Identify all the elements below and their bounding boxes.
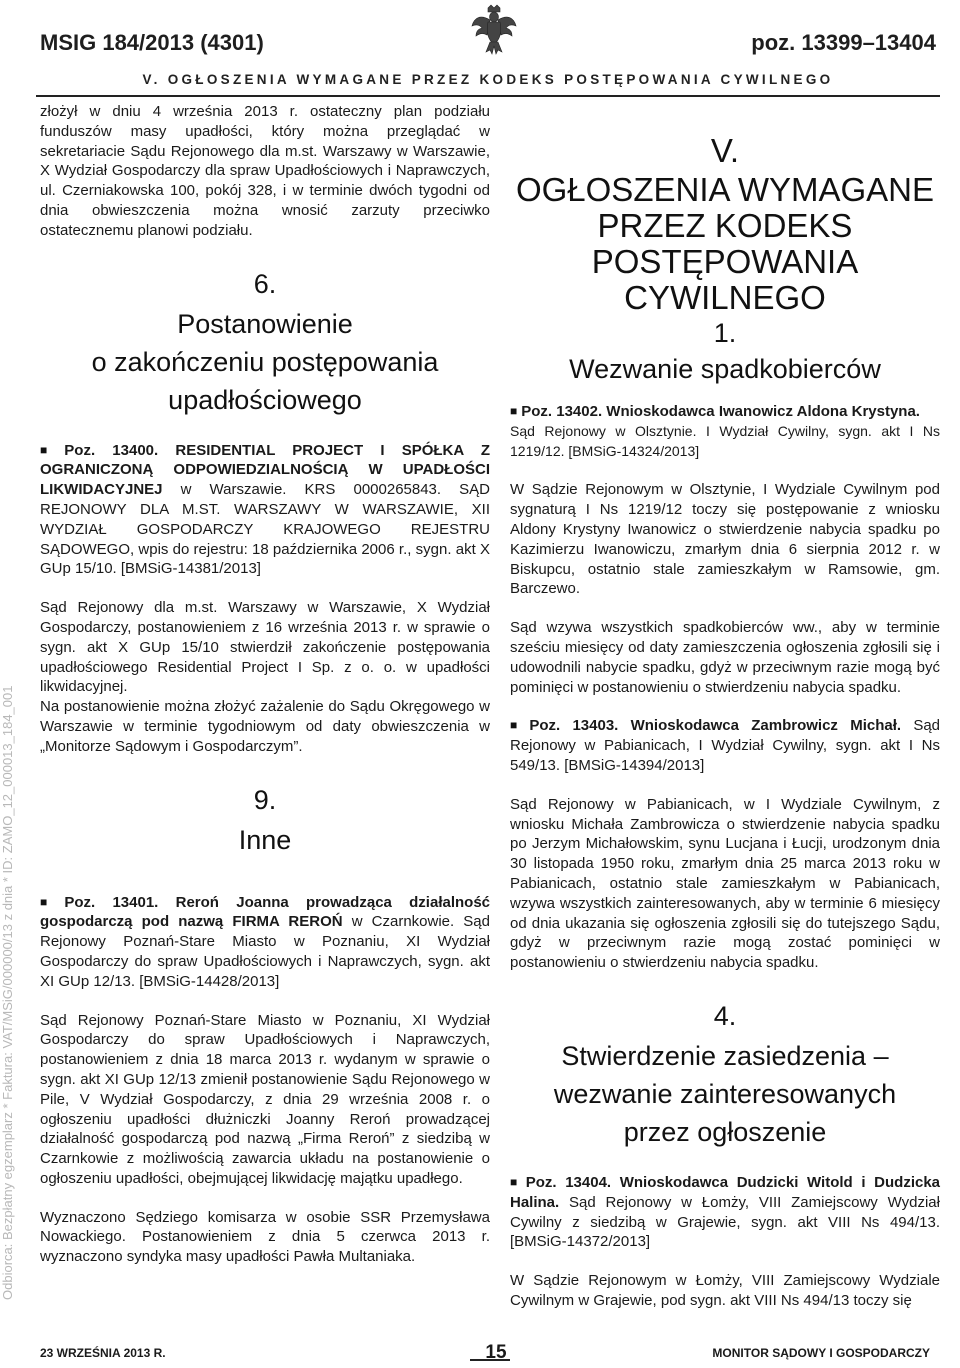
paragraph: W Sądzie Rejonowym w Olsztynie, I Wydziale Cywilnym pod sygnaturą I Ns 1219/12 toczy się postępowanie z wniosku Aldony Krystyny Iwanowicz o stwierdzenie nabycia spadku po Kazimierzu Iwanowiczu, zmarłym dnia 6 sierpnia 2012 r. w Biskupcu, ostatnio stale zamieszkałym w Ramsowie, gm. Barczewo. — [510, 481, 940, 598]
chapter-number: V. — [710, 132, 740, 169]
notice-13404 — [510, 1173, 940, 1252]
paragraph: Sąd Rejonowy dla m.st. Warszawy w Warszawie, X Wydział Gospodarczy, postanowieniem z 16 września 2013 r. w sprawie o sygn. akt X GUp 15/10 stwierdził zakończenie postępowania upadłościowego Residential Project I Sp. z o. o. w upadłości likwidacyjnej. — [40, 599, 490, 696]
notice-details: Sąd Rejonowy w Pabianicach, I Wydział Cywilny, sygn. akt I Ns 549/13. [BMSiG-14394/2013] — [510, 717, 941, 774]
section-1-heading — [510, 316, 940, 388]
notice-13402 — [510, 402, 940, 422]
paragraph: Wyznaczono Sędziego komisarza w osobie SSR Przemysława Nowackiego. Postanowieniem z dnia 5 czerwca 2013 r. wyznaczono syndyka masy upadłości Pawła Multaniaka. — [40, 1208, 490, 1266]
chapter-title-line: PRZEZ KODEKS — [597, 207, 853, 244]
section-6-heading — [40, 267, 490, 419]
chapter-v-heading — [510, 130, 940, 316]
section-title-line: o zakończeniu postępowania — [91, 346, 439, 377]
section-title-line: Wezwanie spadkobierców — [569, 354, 881, 384]
notice-details: Sąd Rejonowy w Łomży, VIII Zamiejscowy Wydział Cywilny z siedzibą w Grajewie, sygn. akt VIII Ns 494/13. [BMSiG-14372/2013] — [510, 1193, 940, 1251]
paragraph: Sąd wzywa wszystkich spadkobierców ww., aby w terminie sześciu miesięcy od daty zamieszczenia ogłoszenia zgłosili się i udowodnili nabycie spadku, gdyż w przeciwnym razie mogą być pominięci w postanowieniu o stwierdzeniu nabycia spadku. — [510, 619, 940, 696]
paragraph: Na postanowienie można złożyć zażalenie do Sądu Okręgowego w Warszawie w terminie tygodniowym od daty obwieszczenia w „Monitorze Sądowym i Gospodarczym”. — [40, 698, 490, 755]
notice-details: w Czarnkowie. Sąd Rejonowy Poznań-Stare Miasto w Poznaniu, XI Wydział Gospodarczy do spraw Upadłościowych i Naprawczych, sygn. akt XI GUp 12/13. [BMSiG-14428/2013] — [40, 913, 490, 990]
section-number: 4. — [713, 1000, 737, 1031]
side-watermark: Odbiorca: Bezpłatny egzemplarz * Faktura: VAT/MSiG/000000/13 z dnia * ID: ZAMO_12_000013_184_001 — [0, 685, 15, 1300]
notice-heading: Poz. 13400. RESIDENTIAL PROJECT I SPÓŁKA Z OGRANICZONĄ ODPOWIEDZIALNOŚCIĄ W UPADŁOŚCI LIKWIDACYJNEJ — [40, 441, 491, 499]
bullet-square-icon: ■ — [510, 1174, 522, 1189]
header-rule — [36, 95, 940, 97]
notice-details: w Warszawie. KRS 0000265843. SĄD REJONOWY DLA M.ST. WARSZAWY W WARSZAWIE, XII WYDZIAŁ GOSPODARCZY KRAJOWEGO REJESTRU SĄDOWEGO, wpis do rejestru: 18 października 2006 r., sygn. akt X GUp 15/10. [BMSiG-14381/2013] — [40, 481, 490, 578]
chapter-title-line: POSTĘPOWANIA CYWILNEGO — [591, 243, 859, 316]
notice-heading: Poz. 13404. Wnioskodawca Dudzicki Witold i Dudzicka Halina. — [510, 1173, 941, 1211]
publication-name: MONITOR SĄDOWY I GOSPODARCZY — [712, 1346, 930, 1360]
notice-heading: Poz. 13402. Wnioskodawca Iwanowicz Aldona Krystyna. — [521, 403, 920, 420]
issue-number: MSIG 184/2013 (4301) — [40, 30, 264, 55]
notice-heading: Poz. 13401. Reroń Joanna prowadząca działalność gospodarczą pod nazwą FIRMA REROŃ — [40, 893, 491, 931]
notice-heading: Poz. 13403. Wnioskodawca Zambrowicz Michał. — [529, 717, 902, 735]
paragraph: Sąd Rejonowy w Pabianicach, w I Wydziale Cywilnym, z wniosku Michała Zambrowicza o stwierdzenie nabycia spadku po Jerzym Michałowskim, synu Lucjana i Łucji, urodzonym dnia 30 listopada 1950 roku, zmarłym dnia 25 marca 2013 roku w Pabianicach, ostatnio stale zamieszkałym w Pabianicach, wzywa wszystkich zainteresowanych, aby w terminie 6 miesięcy od dnia ukazania się ogłoszenia zgłosili się do tutejszego Sądu, gdyż w przeciwnym razie mogą zostać pominięci w postanowieniu o stwierdzeniu nabycia spadku. — [510, 795, 940, 972]
polish-eagle-emblem-icon — [470, 4, 518, 56]
section-title-line: Postanowienie — [177, 308, 353, 339]
section-9-heading — [40, 783, 490, 859]
chapter-title-line: OGŁOSZENIA WYMAGANE — [515, 171, 935, 208]
notice-13403 — [510, 716, 940, 775]
issue-date: 23 WRZEŚNIA 2013 R. — [40, 1346, 166, 1360]
paragraph: złożył w dniu 4 września 2013 r. ostateczny plan podziału funduszów masy upadłości, który można przeglądać w sekretariacie Sądu Rejonowego dla m.st. Warszawy w Warszawie, X Wydział Gospodarczy dla spraw Upadłościowych i Naprawczych, ul. Czerniakowska 100, pokój 328, i w terminie dwóch tygodni od dnia obwieszczenia można wnosić zarzuty przeciwko ostatecznemu planowi podziału. — [40, 103, 490, 239]
left-column — [40, 102, 490, 1267]
bullet-square-icon: ■ — [510, 718, 526, 733]
bullet-square-icon: ■ — [510, 404, 518, 418]
paragraph: W Sądzie Rejonowym w Łomży, VIII Zamiejscowy Wydziale Cywilnym w Grajewie, pod sygn. akt VIII Ns 494/13 toczy się — [510, 1272, 940, 1309]
paragraph: Sąd Rejonowy Poznań-Stare Miasto w Poznaniu, XI Wydział Gospodarczy do spraw Upadłościowych i Naprawczych, postanowieniem z dnia 18 marca 2013 r. wydanym w sprawie o sygn. akt XI GUp 12/13 zmienił postanowienie Sądu Rejonowego w Pile, V Wydział Gospodarczy, z dnia 29 września 2008 r. o ogłoszeniu upadłości dłużniczki Joanny Reroń prowadzącej działalność gospodarczą pod nazwą „Firma Reroń” z siedzibą w Czarnkowie z możliwością zawarcia układu na postanowienie o ogłoszeniu upadłości, obejmującej likwidację majątku upadłego. — [40, 1011, 490, 1187]
section-number: 6. — [253, 268, 277, 299]
section-title-line: upadłościowego — [168, 384, 362, 415]
section-title-line: Stwierdzenie zasiedzenia – — [561, 1040, 889, 1071]
section-4-heading — [510, 999, 940, 1151]
bullet-square-icon: ■ — [40, 894, 61, 909]
section-running-title: V. OGŁOSZENIA WYMAGANE PRZEZ KODEKS POSTĘPOWANIA CYWILNEGO — [142, 72, 834, 87]
notice-13401 — [40, 893, 490, 992]
right-column — [510, 104, 940, 1311]
section-title-line: Inne — [238, 824, 292, 855]
bullet-square-icon: ■ — [40, 442, 61, 457]
section-title-line: wezwanie zainteresowanych — [553, 1078, 897, 1109]
page-number: 15 — [485, 1342, 507, 1363]
notice-13400 — [40, 441, 490, 580]
section-number: 1. — [713, 318, 737, 348]
section-title-line: przez ogłoszenie — [623, 1116, 827, 1147]
position-range: poz. 13399–13404 — [751, 30, 936, 55]
section-number: 9. — [253, 784, 277, 815]
notice-details: Sąd Rejonowy w Olsztynie. I Wydział Cywilny, sygn. akt I Ns 1219/12. [BMSiG-14324/2013] — [510, 422, 940, 459]
